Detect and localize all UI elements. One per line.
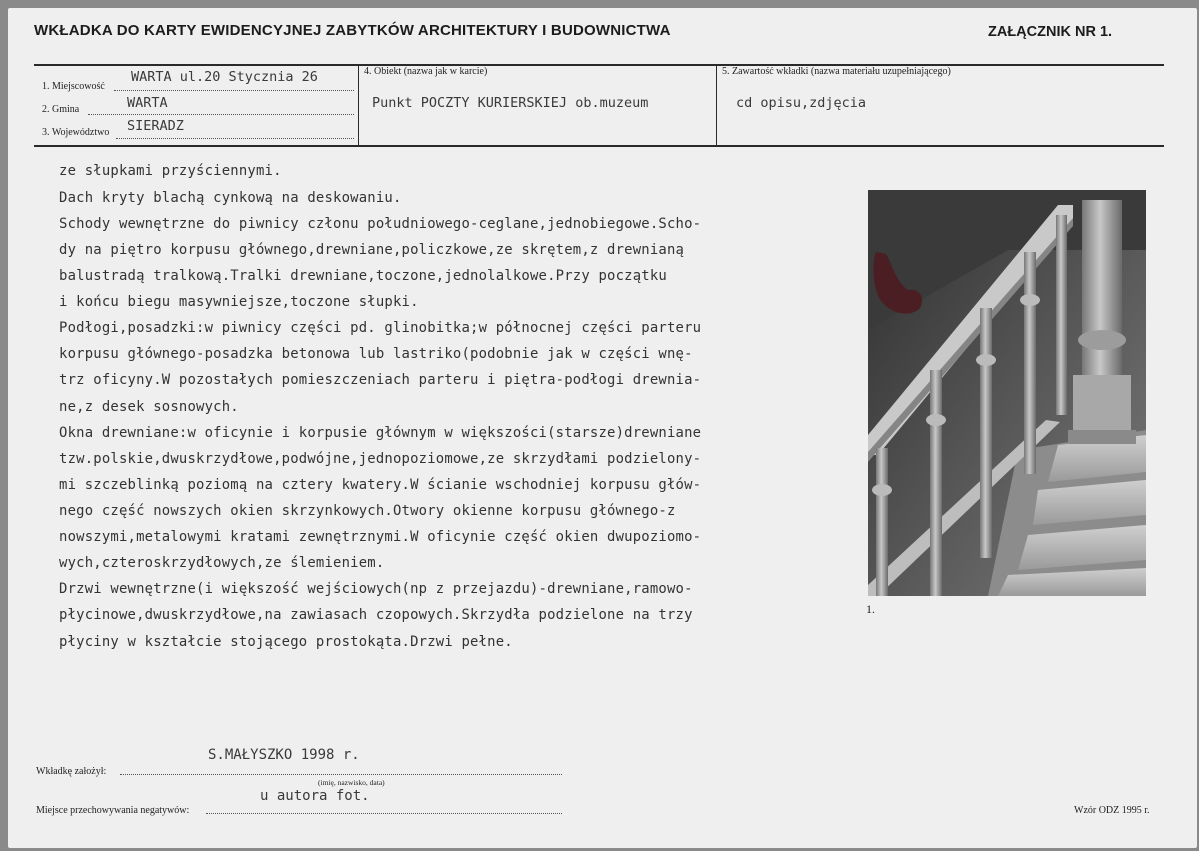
- body-line: nego część nowszych okien skrzynkowych.Otwory okienne korpusu głównego-z: [59, 503, 676, 519]
- field-label-miejscowosc: 1. Miejscowość: [42, 81, 105, 92]
- field-label-gmina: 2. Gmina: [42, 104, 80, 115]
- field-line-wojewodztwo: [116, 138, 354, 139]
- field-value-wojewodztwo: SIERADZ: [127, 118, 184, 134]
- body-line: ne,z desek sosnowych.: [59, 399, 239, 415]
- field-value-zawartosc: cd opisu,zdjęcia: [736, 95, 867, 111]
- form-code: Wzór ODZ 1995 r.: [1074, 805, 1150, 816]
- body-line: dy na piętro korpusu głównego,drewniane,policzkowe,ze skrętem,z drewnianą: [59, 242, 685, 258]
- creator-value: S.MAŁYSZKO 1998 r.: [208, 747, 360, 763]
- field-label-obiekt: 4. Obiekt (nazwa jak w karcie): [364, 66, 488, 77]
- body-line: Schody wewnętrzne do piwnicy członu południowego-ceglane,jednobiegowe.Scho-: [59, 216, 702, 232]
- negatives-location-value: u autora fot.: [260, 788, 370, 804]
- table-bottom-rule: [34, 145, 1164, 147]
- creator-hint: (imię, nazwisko, data): [318, 778, 385, 787]
- field-value-gmina: WARTA: [127, 95, 168, 111]
- body-line: Dach kryty blachą cynkową na deskowaniu.: [59, 190, 402, 206]
- field-value-obiekt: Punkt POCZTY KURIERSKIEJ ob.muzeum: [372, 95, 649, 111]
- negatives-location-line: [206, 813, 562, 814]
- body-line: płycinowe,dwuskrzydłowe,na zawiasach czopowych.Skrzydła podzielone na trzy: [59, 607, 693, 623]
- table-divider-2: [716, 65, 717, 146]
- negatives-location-label: Miejsce przechowywania negatywów:: [36, 805, 190, 816]
- body-line: wych,czteroskrzydłowych,ze ślemieniem.: [59, 555, 385, 571]
- creator-line: [120, 774, 562, 775]
- body-line: tzw.polskie,dwuskrzydłowe,podwójne,jednopoziomowe,ze skrzydłami podzielony-: [59, 451, 702, 467]
- staircase-photo-drawing: [868, 190, 1146, 596]
- field-label-wojewodztwo: 3. Województwo: [42, 127, 110, 138]
- field-line-gmina: [88, 114, 354, 115]
- body-line: mi szczeblinką poziomą na cztery kwatery.W ścianie wschodniej korpusu głów-: [59, 477, 702, 493]
- creator-label: Wkładkę założył:: [36, 766, 107, 777]
- body-line: korpusu głównego-posadzka betonowa lub lastriko(podobnie jak w części wnę-: [59, 346, 693, 362]
- attachment-number: ZAŁĄCZNIK NR 1.: [988, 24, 1113, 40]
- body-line: balustradą tralkową.Tralki drewniane,toczone,jednolalkowe.Przy początku: [59, 268, 667, 284]
- body-line: Okna drewniane:w oficynie i korpusie głównym w większości(starsze)drewniane: [59, 425, 702, 441]
- table-top-rule: [34, 64, 1164, 66]
- body-line: nowszymi,metalowymi kratami zewnętrznymi.W oficynie część okien dwupoziomo-: [59, 529, 702, 545]
- body-line: i końcu biegu masywniejsze,toczone słupki.: [59, 294, 419, 310]
- table-divider-1: [358, 65, 359, 146]
- staircase-photo: [868, 190, 1146, 596]
- body-line: płyciny w kształcie stojącego prostokąta.Drzwi pełne.: [59, 634, 513, 650]
- body-line: trz oficyny.W pozostałych pomieszczeniach parteru i piętra-podłogi drewnia-: [59, 372, 702, 388]
- field-label-zawartosc: 5. Zawartość wkładki (nazwa materiału uzupełniającego): [722, 66, 951, 77]
- body-line: Drzwi wewnętrzne(i większość wejściowych(np z przejazdu)-drewniane,ramowo-: [59, 581, 693, 597]
- page-title: WKŁADKA DO KARTY EWIDENCYJNEJ ZABYTKÓW ARCHITEKTURY I BUDOWNICTWA: [34, 22, 671, 39]
- field-line-miejscowosc: [114, 90, 354, 91]
- body-line: Podłogi,posadzki:w piwnicy części pd. glinobitka;w północnej części parteru: [59, 320, 702, 336]
- photo-number: 1.: [866, 602, 875, 616]
- field-value-miejscowosc: WARTA ul.20 Stycznia 26: [131, 69, 318, 85]
- body-line: ze słupkami przyściennymi.: [59, 163, 282, 179]
